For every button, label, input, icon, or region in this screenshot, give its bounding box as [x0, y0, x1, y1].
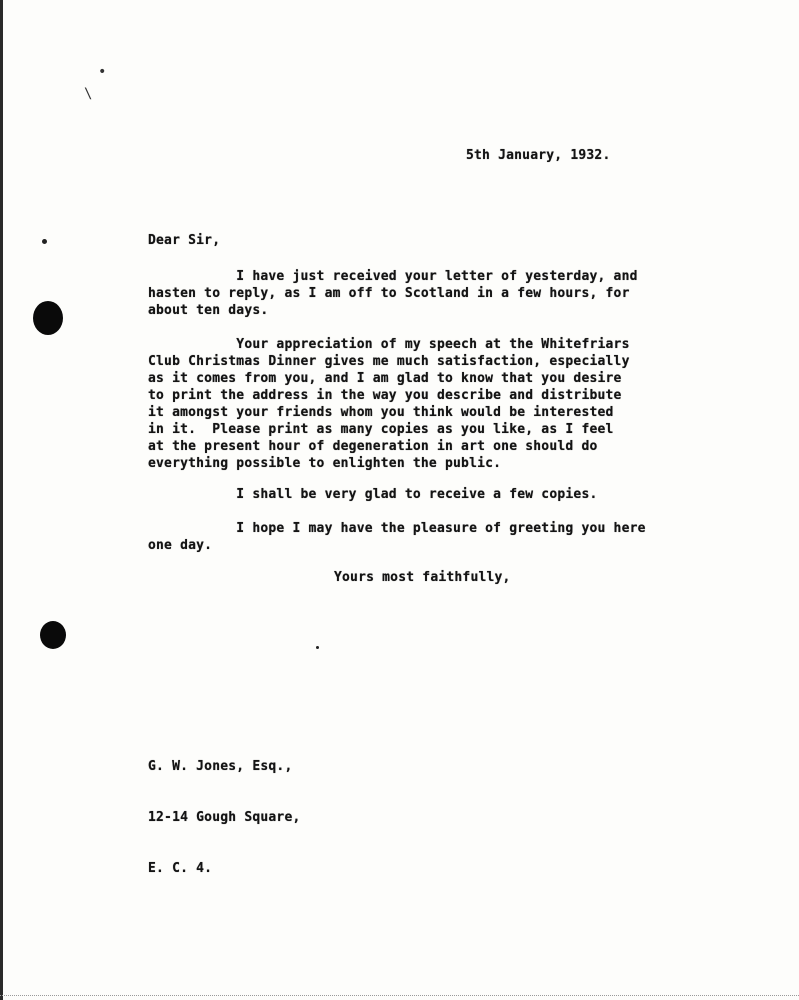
body-paragraph-1: I have just received your letter of yesterday, and hasten to reply, as I am off to Scotland in a few hours, for about ten days. — [148, 269, 638, 318]
scan-bottom-edge — [0, 995, 799, 1000]
recipient-address — [148, 724, 301, 911]
recipient-street: 12-14 Gough Square, — [148, 810, 301, 825]
salutation: Dear Sir, — [148, 233, 221, 248]
ink-speck — [316, 646, 319, 649]
punch-hole-bottom — [40, 621, 66, 649]
punch-hole-top — [33, 301, 63, 335]
ink-mark: • — [98, 64, 107, 80]
complimentary-close: Yours most faithfully, — [334, 570, 511, 585]
body-paragraph-2: Your appreciation of my speech at the Whitefriars Club Christmas Dinner gives me much satisfaction, especially as it comes from you, and I am glad to know that you desire to print the address in the way you describe and distribute it amongst your friends whom you think would be interested in it. Please print as many copies as you like, as I feel at the present hour of degeneration in art one should do everything possible to enlighten the public. — [148, 337, 630, 471]
recipient-district: E. C. 4. — [148, 861, 213, 876]
recipient-name: G. W. Jones, Esq., — [148, 759, 293, 774]
body-paragraph-4: I hope I may have the pleasure of greeting you here one day. — [148, 521, 646, 553]
ink-speck — [42, 239, 47, 244]
ink-mark: \ — [84, 86, 93, 102]
scan-left-edge — [0, 0, 3, 1000]
letter-date: 5th January, 1932. — [466, 148, 611, 163]
body-paragraph-3: I shall be very glad to receive a few copies. — [148, 487, 598, 502]
